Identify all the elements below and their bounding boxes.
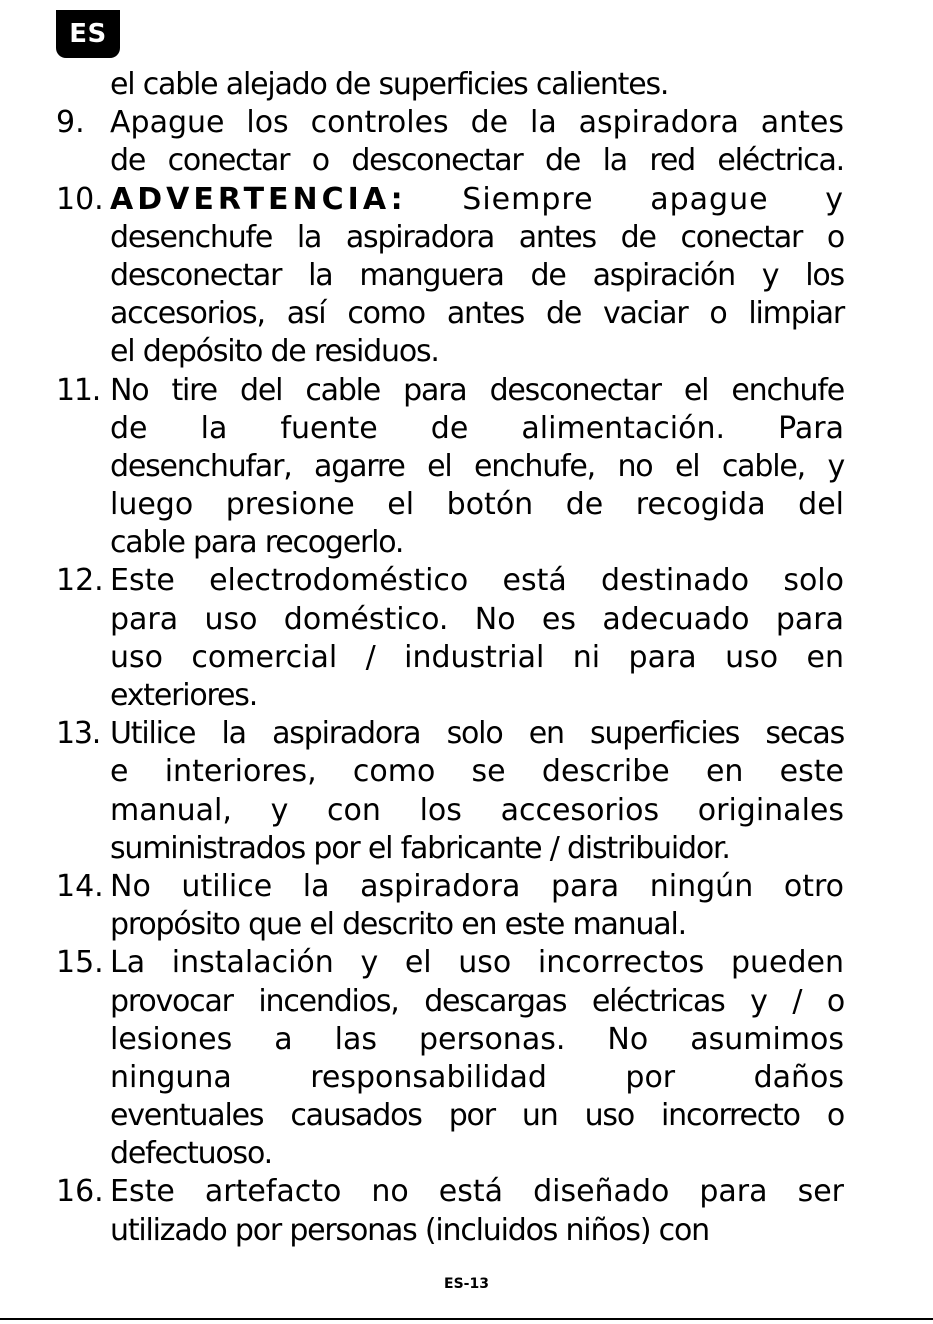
item-10-line-1-rest: Siempre apague y: [462, 181, 844, 217]
item-14-line-2: propósito que el descrito en este manual.: [110, 907, 686, 943]
warning-label: ADVERTENCIA:: [110, 181, 407, 217]
item-12-row-2: [56, 601, 844, 639]
item-12-line-3: uso comercial / industrial ni para uso en: [110, 639, 844, 675]
item-13-line-1: Utilice la aspiradora solo en superficies secas: [110, 716, 844, 752]
item-13-row-3: [56, 792, 844, 830]
list-item-9: [56, 104, 844, 142]
item-11-line-2: de la fuente de alimentación. Para: [110, 410, 844, 446]
item-16-row-2: [56, 1212, 844, 1250]
item-15-line-5: eventuales causados por un uso incorrecto o: [110, 1098, 844, 1134]
list-item-15: [56, 944, 844, 982]
item-11-row-5: [56, 524, 844, 562]
item-12-line-2: para uso doméstico. No es adecuado para: [110, 601, 844, 637]
item-15-row-2: [56, 983, 844, 1021]
item-13-number: 13.: [56, 716, 101, 752]
list-item-11: [56, 372, 844, 410]
list-item-16: [56, 1173, 844, 1211]
item-15-line-2: provocar incendios, descargas eléctricas y / o: [110, 983, 844, 1019]
item-9-line-2: de conectar o desconectar de la red eléctrica.: [110, 143, 844, 179]
item-15-row-3: [56, 1021, 844, 1059]
item-11-number: 11.: [56, 372, 101, 408]
list-item-13: [56, 715, 844, 753]
item-15-row-4: [56, 1059, 844, 1097]
language-badge: ES: [56, 10, 120, 58]
item-11-row-2: [56, 410, 844, 448]
item-10-line-5: el depósito de residuos.: [110, 334, 439, 370]
item-15-line-4: ninguna responsabilidad por daños: [110, 1059, 844, 1095]
item-11-line-5: cable para recogerlo.: [110, 525, 404, 561]
item-10-row-4: [56, 295, 844, 333]
item-14-line-1: No utilice la aspiradora para ningún otro: [110, 868, 844, 904]
item-15-number: 15.: [56, 945, 104, 981]
item-14-number: 14.: [56, 868, 104, 904]
item-11-line-3: desenchufar, agarre el enchufe, no el cable, y: [110, 448, 844, 484]
item-11-row-3: [56, 448, 844, 486]
item-15-row-6: [56, 1135, 844, 1173]
item-16-line-1: Este artefacto no está diseñado para ser: [110, 1174, 844, 1210]
item-10-row-3: [56, 257, 844, 295]
item-9-row-2: [56, 142, 844, 180]
item-9-line-1: Apague los controles de la aspiradora antes: [110, 105, 844, 141]
item-12-line-1: Este electrodoméstico está destinado solo: [110, 563, 844, 599]
item-15-line-3: lesiones a las personas. No asumimos: [110, 1021, 844, 1057]
item-13-line-3: manual, y con los accesorios originales: [110, 792, 844, 828]
item-13-row-2: [56, 753, 844, 791]
item-14-row-2: [56, 906, 844, 944]
item-10-line-2: desenchufe la aspiradora antes de conectar o: [110, 219, 844, 255]
item-11-row-4: [56, 486, 844, 524]
item-10-line-3: desconectar la manguera de aspiración y los: [110, 257, 844, 293]
item-16-line-2: utilizado por personas (incluidos niños) con: [110, 1212, 709, 1248]
item-11-line-4: luego presione el botón de recogida del: [110, 487, 844, 523]
item-12-line-4: exteriores.: [110, 678, 258, 713]
instructions-list: [56, 66, 844, 1250]
item-8-line-1: el cable alejado de superficies calientes.: [110, 67, 669, 102]
item-9-number: 9.: [56, 105, 85, 141]
item-15-line-6: defectuoso.: [110, 1136, 272, 1172]
item-12-number: 12.: [56, 563, 104, 599]
bottom-divider: [0, 1318, 933, 1320]
item-13-row-4: [56, 830, 844, 868]
list-item-10: [56, 181, 844, 219]
item-11-line-1: No tire del cable para desconectar el enchufe: [110, 372, 844, 408]
item-10-line-1: [110, 181, 844, 219]
list-item-14: [56, 868, 844, 906]
item-12-row-3: [56, 639, 844, 677]
item-10-line-4: accesorios, así como antes de vaciar o limpiar: [110, 296, 844, 332]
item-15-line-1: La instalación y el uso incorrectos pueden: [110, 945, 844, 981]
item-15-row-5: [56, 1097, 844, 1135]
list-item-8-continuation: [56, 66, 844, 104]
list-item-12: [56, 562, 844, 600]
item-10-row-2: [56, 219, 844, 257]
item-12-row-4: [56, 677, 844, 715]
page-number: ES-13: [444, 1276, 489, 1292]
item-16-number: 16.: [56, 1174, 104, 1210]
item-13-line-4: suministrados por el fabricante / distribuidor.: [110, 830, 730, 866]
item-10-row-5: [56, 333, 844, 371]
item-10-number: 10.: [56, 181, 104, 217]
item-13-line-2: e interiores, como se describe en este: [110, 754, 844, 790]
